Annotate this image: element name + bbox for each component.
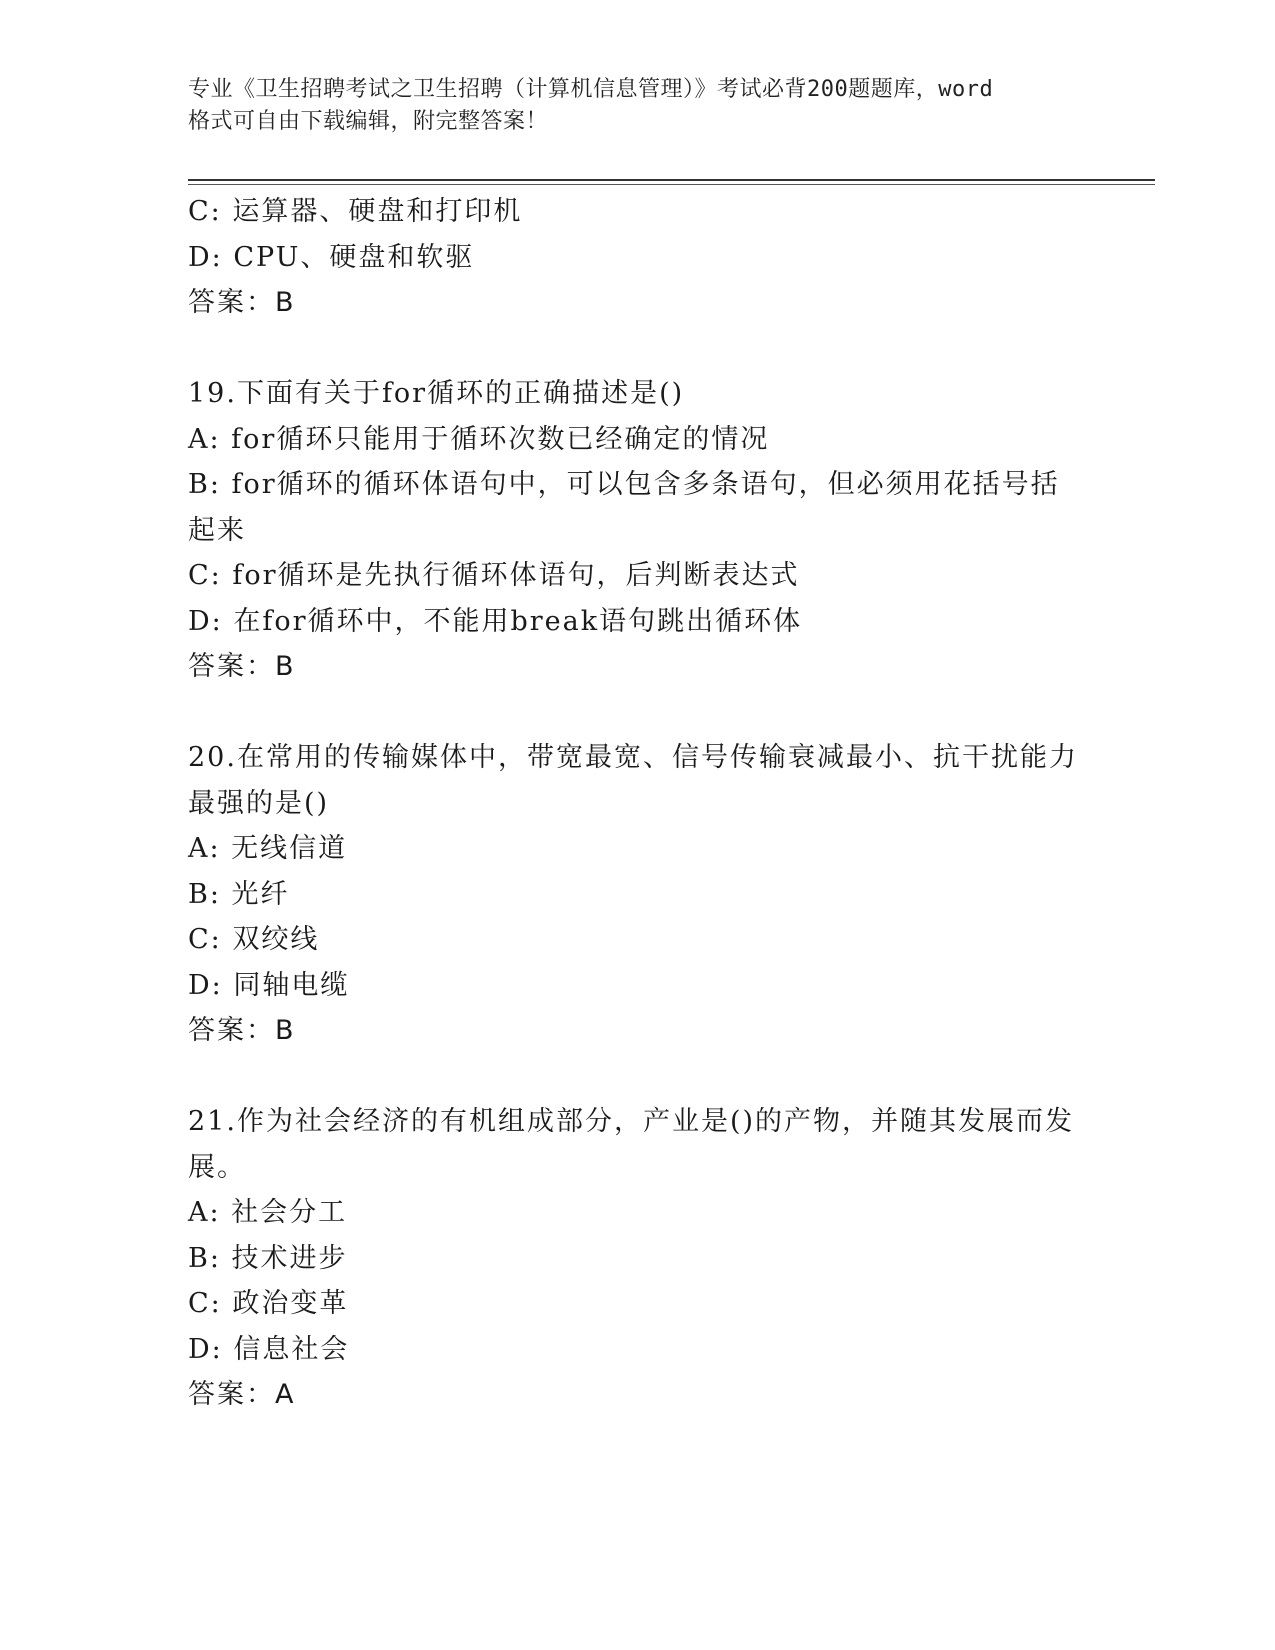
question-partial	[188, 189, 1088, 326]
question-19	[188, 371, 1088, 690]
option-d: D: 同轴电缆	[188, 969, 350, 1001]
question-stem: 20.在常用的传输媒体中，带宽最宽、信号传输衰减最小、抗干扰能力	[188, 742, 1078, 773]
answer-label: 答案：B	[188, 287, 296, 318]
option-a: A: for循环只能用于循环次数已经确定的情况	[188, 423, 770, 455]
question-21	[188, 1099, 1088, 1418]
option-d: D: 信息社会	[188, 1333, 350, 1365]
option-a: A: 社会分工	[188, 1197, 348, 1228]
option-d: D: 在for循环中，不能用break语句跳出循环体	[188, 605, 803, 637]
option-b: B: for循环的循环体语句中，可以包含多条语句，但必须用花括号括	[188, 469, 1060, 500]
answer-label: 答案：A	[188, 1379, 296, 1410]
question-stem-continued: 最强的是()	[188, 787, 330, 819]
header-title-line1: 专业《卫生招聘考试之卫生招聘（计算机信息管理）》考试必背200题题库，word	[188, 77, 994, 102]
header-divider-thick	[188, 179, 1155, 181]
option-c: C: 政治变革	[188, 1288, 349, 1319]
question-20	[188, 735, 1088, 1054]
question-stem: 19.下面有关于for循环的正确描述是()	[188, 378, 685, 409]
option-b: B: 光纤	[188, 878, 290, 910]
option-a: A: 无线信道	[188, 833, 348, 864]
question-stem: 21.作为社会经济的有机组成部分，产业是()的产物，并随其发展而发	[188, 1106, 1075, 1137]
answer-label: 答案：B	[188, 1015, 296, 1046]
spacer	[188, 326, 1088, 372]
spacer	[188, 1054, 1088, 1100]
question-stem-continued: 展。	[188, 1151, 246, 1183]
document-header	[188, 74, 1088, 138]
header-title-line2: 格式可自由下载编辑，附完整答案！	[188, 109, 549, 134]
option-b: B: 技术进步	[188, 1242, 348, 1274]
question-list	[188, 189, 1088, 1418]
option-d: D: CPU、硬盘和软驱	[188, 241, 475, 273]
header-divider-thin	[188, 184, 1155, 185]
option-c: C: for循环是先执行循环体语句，后判断表达式	[188, 560, 800, 591]
answer-label: 答案：B	[188, 651, 296, 682]
option-b-continued: 起来	[188, 514, 246, 546]
spacer	[188, 690, 1088, 736]
option-c: C: 双绞线	[188, 924, 320, 955]
option-c: C: 运算器、硬盘和打印机	[188, 196, 523, 227]
